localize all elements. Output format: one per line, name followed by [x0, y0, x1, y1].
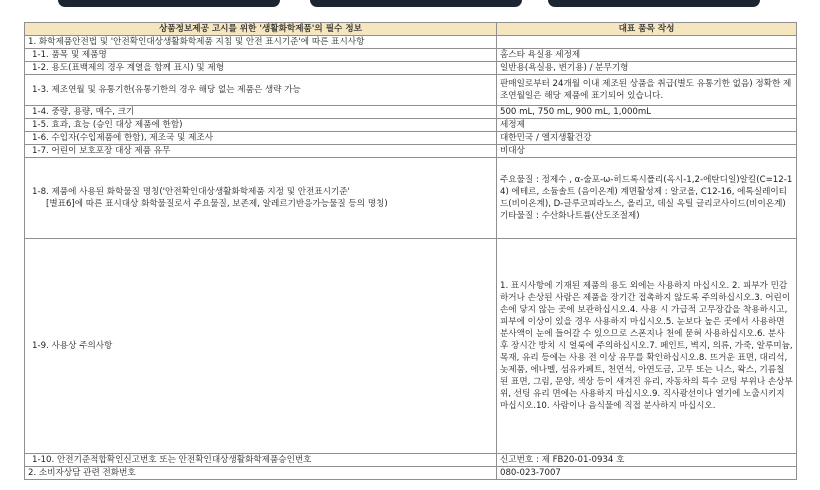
table-row [25, 145, 797, 158]
row-label: 1-9. 사용상 주의사항 [25, 239, 497, 454]
chemical-label-line2: [별표6]에 따른 표시대상 화학물질로서 주요물질, 보존제, 알레르기반응가능물질 등의 명칭) [46, 199, 388, 209]
table-row [25, 454, 797, 467]
banner-button-3 [548, 0, 760, 7]
row-value: 비대상 [497, 145, 797, 158]
row-label: 1-3. 제조연월 및 유통기한(유통기한의 경우 해당 없는 제품은 생략 가능 [25, 75, 497, 106]
row-value: 세정제 [497, 119, 797, 132]
row-label: 2. 소비자상담 관련 전화번호 [25, 467, 497, 480]
table-row [25, 106, 797, 119]
row-value: 주요물질 : 정제수 , α-술포-ω-히드록시폴리(옥시-1,2-에탄디일)알킬(C=12-14) 에테르, 소듐솔트 (음이온계) 계면활성제 : 알코올, C12-16, 에톡실레이티드(비이온계), D-글루코피라노스, 올리고, 데실 옥틸 글리코사이드(비이온계)기타물질 : 수산화나트륨(산도조절제) [497, 158, 797, 239]
table-header-row [25, 23, 797, 36]
table-row [25, 158, 797, 239]
row-value: 500 mL, 750 mL, 900 mL, 1,000mL [497, 106, 797, 119]
row-value: 일반용(욕실용, 변기용) / 분무기형 [497, 62, 797, 75]
row-label: 1-6. 수입자(수입제품에 한함), 제조국 및 제조사 [25, 132, 497, 145]
table-row [25, 49, 797, 62]
row-value: 판매일로부터 24개월 이내 제조된 상품을 취급(별도 유통기한 없음) 정확한 제조연월일은 해당 제품에 표기되어 있습니다. [497, 75, 797, 106]
row-label: 1-1. 품목 및 제품명 [25, 49, 497, 62]
row-value: 080-023-7007 [497, 467, 797, 480]
row-label: 1-4. 중량, 용량, 매수, 크기 [25, 106, 497, 119]
banner-button-2 [310, 0, 522, 7]
row-value: 신고번호 : 제 FB20-01-0934 호 [497, 454, 797, 467]
row-value [497, 36, 797, 49]
table-row [25, 132, 797, 145]
row-value: 1. 표시사항에 기재된 제품의 용도 외에는 사용하지 마십시오. 2. 피부가 민감하거나 손상된 사람은 제품을 장기간 접촉하지 않도록 주의하십시오.3. 어린이 손에 닿지 않는 곳에 보관하십시오.4. 사용 시 가급적 고무장갑을 착용하시고, 피부에 이상이 있을 경우 사용하지 마십시오.5. 눈보다 높은 곳에서 사용하면 분사액이 눈에 들어갈 수 있으므로 스폰지나 천에 묻혀 사용하십시오.6. 분사 후 장시간 방치 시 얼룩에 주의하십시오.7. 페인트, 벽지, 의류, 가죽, 알루미늄, 목재, 유리 등에는 사용 전 이상 유무를 확인하십시오.8. 뜨거운 표면, 대리석, 놋제품, 에나멜, 섬유카페트, 천연석, 아연도금, 고무 또는 니스, 왁스, 기름칠 된 표면, 그림, 문양, 색상 등이 새겨진 유리, 자동차의 특수 코팅 부위나 손상부위, 선팅 유리 면에는 사용하지 마십시오.9. 직사광선이나 열기에 노출시키지 마십시오.10. 사람이나 음식물에 직접 분사하지 마십시오. [497, 239, 797, 454]
table-row [25, 119, 797, 132]
table-row [25, 62, 797, 75]
row-label: 1-7. 어린이 보호포장 대상 제품 유무 [25, 145, 497, 158]
header-label: 상품정보제공 고시를 위한 '생활화학제품'의 필수 정보 [25, 23, 497, 36]
row-label: 1-5. 효과, 효능 (승인 대상 제품에 한함) [25, 119, 497, 132]
header-value: 대표 품목 작성 [497, 23, 797, 36]
row-label: 1. 화학제품안전법 및 '안전확인대상생활화학제품 지침 및 안전 표시기준'에 따른 표시사항 [25, 36, 497, 49]
row-value: 대한민국 / 엘지생활건강 [497, 132, 797, 145]
banner-button-1 [58, 0, 280, 7]
row-label [25, 158, 497, 239]
table-row [25, 75, 797, 106]
row-value: 홈스타 욕실용 세정제 [497, 49, 797, 62]
table-row [25, 239, 797, 454]
table-row [25, 467, 797, 480]
row-label: 1-2. 용도(표백제의 경우 계열을 함께 표시) 및 제형 [25, 62, 497, 75]
row-label: 1-10. 안전기준적합확인신고번호 또는 안전확인대상생활화학제품승인번호 [25, 454, 497, 467]
table-row [25, 36, 797, 49]
product-info-table [24, 22, 797, 480]
chemical-label-line1: 1-8. 제품에 사용된 화학물질 명칭('안전확인대상생활화학제품 지정 및 안전표시기준' [32, 187, 350, 197]
top-banner [0, 0, 820, 9]
